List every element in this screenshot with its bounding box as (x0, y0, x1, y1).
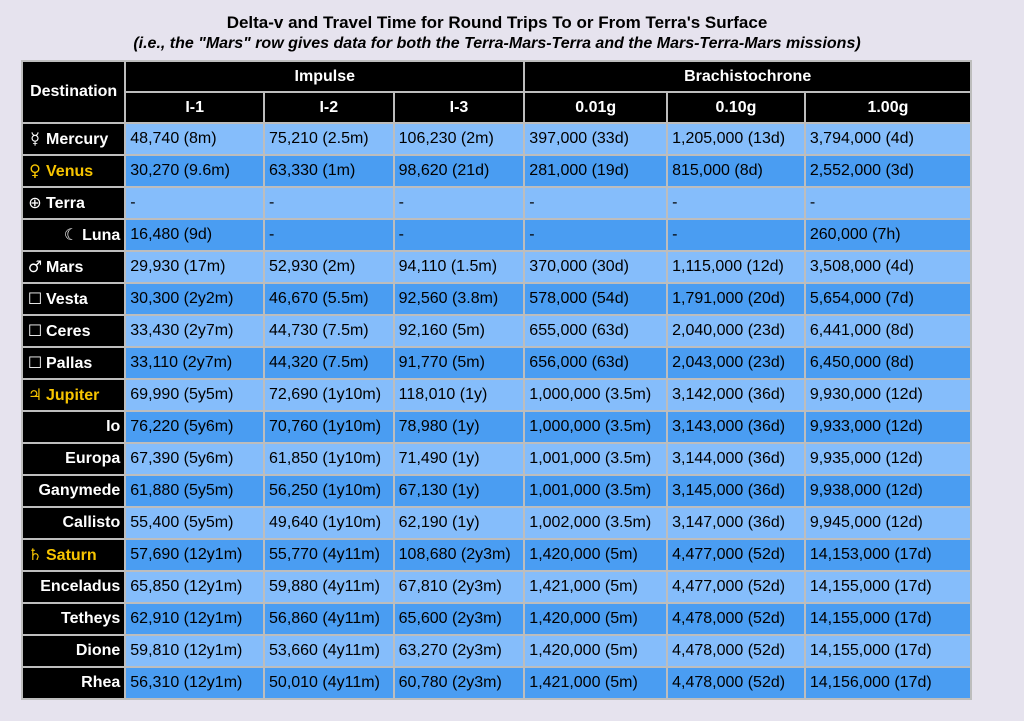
value-cell: 4,478,000 (52d) (668, 668, 804, 698)
destination-cell (23, 348, 124, 378)
value-cell: 76,220 (5y6m) (126, 412, 263, 442)
value-cell: 61,880 (5y5m) (126, 476, 263, 506)
destination-name: Vesta (46, 291, 88, 308)
value-cell: 1,115,000 (12d) (668, 252, 804, 282)
value-cell: 67,130 (1y) (395, 476, 524, 506)
value-cell: 2,552,000 (3d) (806, 156, 970, 186)
value-cell: 1,001,000 (3.5m) (525, 444, 666, 474)
value-cell: 48,740 (8m) (126, 124, 263, 154)
asteroid-box-icon: ☐ (27, 353, 43, 372)
value-cell: 1,205,000 (13d) (668, 124, 804, 154)
value-cell: 44,730 (7.5m) (265, 316, 393, 346)
value-cell: 655,000 (63d) (525, 316, 666, 346)
table-row (23, 316, 970, 346)
saturn-symbol-icon: ♄ (27, 545, 43, 564)
destination-cell (23, 476, 124, 506)
table-row (23, 124, 970, 154)
value-cell: 397,000 (33d) (525, 124, 666, 154)
value-cell: 3,794,000 (4d) (806, 124, 970, 154)
value-cell: 49,640 (1y10m) (265, 508, 393, 538)
mars-symbol-icon: ♂ (27, 257, 43, 276)
value-cell: 9,935,000 (12d) (806, 444, 970, 474)
value-cell: 9,930,000 (12d) (806, 380, 970, 410)
destination-cell (23, 380, 124, 410)
value-cell: 106,230 (2m) (395, 124, 524, 154)
value-cell: 656,000 (63d) (525, 348, 666, 378)
value-cell: 63,270 (2y3m) (395, 636, 524, 666)
value-cell: 2,043,000 (23d) (668, 348, 804, 378)
value-cell: 50,010 (4y11m) (265, 668, 393, 698)
value-cell: 29,930 (17m) (126, 252, 263, 282)
destination-cell (23, 188, 124, 218)
value-cell: 1,000,000 (3.5m) (525, 380, 666, 410)
value-cell: 3,144,000 (36d) (668, 444, 804, 474)
destination-name: Rhea (81, 674, 121, 691)
destination-cell (23, 604, 124, 634)
value-cell: - (525, 188, 666, 218)
destination-name: Callisto (62, 514, 121, 531)
value-cell: - (126, 188, 263, 218)
value-cell: - (265, 188, 393, 218)
value-cell: - (668, 188, 804, 218)
destination-name: Ceres (46, 323, 91, 340)
value-cell: 98,620 (21d) (395, 156, 524, 186)
value-cell: - (806, 188, 970, 218)
destination-cell (23, 540, 124, 570)
value-cell: 57,690 (12y1m) (126, 540, 263, 570)
value-cell: 70,760 (1y10m) (265, 412, 393, 442)
value-cell: 6,441,000 (8d) (806, 316, 970, 346)
value-cell: 260,000 (7h) (806, 220, 970, 250)
value-cell: 63,330 (1m) (265, 156, 393, 186)
value-cell: 1,420,000 (5m) (525, 636, 666, 666)
value-cell: 1,421,000 (5m) (525, 572, 666, 602)
value-cell: 62,190 (1y) (395, 508, 524, 538)
value-cell: 61,850 (1y10m) (265, 444, 393, 474)
value-cell: 3,142,000 (36d) (668, 380, 804, 410)
value-cell: 5,654,000 (7d) (806, 284, 970, 314)
value-cell: 72,690 (1y10m) (265, 380, 393, 410)
destination-header: Destination (23, 62, 124, 122)
table-row (23, 668, 970, 698)
value-cell: 53,660 (4y11m) (265, 636, 393, 666)
value-cell: - (395, 188, 524, 218)
destination-name: Luna (82, 227, 121, 244)
table-row (23, 508, 970, 538)
column-header-010g: 0.10g (668, 93, 804, 122)
value-cell: - (525, 220, 666, 250)
value-cell: - (395, 220, 524, 250)
destination-cell (23, 572, 124, 602)
destination-name: Mercury (46, 131, 109, 148)
column-header-001g: 0.01g (525, 93, 666, 122)
value-cell: 1,002,000 (3.5m) (525, 508, 666, 538)
value-cell: 9,933,000 (12d) (806, 412, 970, 442)
destination-name: Saturn (46, 547, 97, 564)
table-row (23, 636, 970, 666)
value-cell: 59,810 (12y1m) (126, 636, 263, 666)
column-header-i1: I-1 (126, 93, 263, 122)
column-header-i2: I-2 (265, 93, 393, 122)
destination-name: Dione (75, 642, 121, 659)
destination-cell (23, 316, 124, 346)
value-cell: 3,145,000 (36d) (668, 476, 804, 506)
value-cell: 60,780 (2y3m) (395, 668, 524, 698)
table-row (23, 220, 970, 250)
destination-cell (23, 636, 124, 666)
value-cell: 67,810 (2y3m) (395, 572, 524, 602)
value-cell: 14,156,000 (17d) (806, 668, 970, 698)
table-row (23, 380, 970, 410)
value-cell: 92,160 (5m) (395, 316, 524, 346)
destination-name: Pallas (46, 355, 93, 372)
table-row (23, 604, 970, 634)
column-header-i3: I-3 (395, 93, 524, 122)
destination-cell (23, 412, 124, 442)
value-cell: 6,450,000 (8d) (806, 348, 970, 378)
value-cell: 1,421,000 (5m) (525, 668, 666, 698)
value-cell: 118,010 (1y) (395, 380, 524, 410)
destination-cell (23, 508, 124, 538)
table-row (23, 284, 970, 314)
value-cell: 9,945,000 (12d) (806, 508, 970, 538)
destination-name: Terra (46, 195, 85, 212)
value-cell: 9,938,000 (12d) (806, 476, 970, 506)
value-cell: - (668, 220, 804, 250)
value-cell: 65,600 (2y3m) (395, 604, 524, 634)
table-row (23, 156, 970, 186)
value-cell: - (265, 220, 393, 250)
value-cell: 1,420,000 (5m) (525, 540, 666, 570)
destination-name: Io (106, 418, 121, 435)
value-cell: 578,000 (54d) (525, 284, 666, 314)
asteroid-box-icon: ☐ (27, 321, 43, 340)
value-cell: 3,508,000 (4d) (806, 252, 970, 282)
table-row (23, 540, 970, 570)
value-cell: 4,478,000 (52d) (668, 636, 804, 666)
value-cell: 52,930 (2m) (265, 252, 393, 282)
value-cell: 94,110 (1.5m) (395, 252, 524, 282)
destination-name: Tetheys (61, 610, 121, 627)
value-cell: 92,560 (3.8m) (395, 284, 524, 314)
value-cell: 14,155,000 (17d) (806, 636, 970, 666)
value-cell: 78,980 (1y) (395, 412, 524, 442)
value-cell: 108,680 (2y3m) (395, 540, 524, 570)
destination-cell (23, 444, 124, 474)
destination-cell (23, 668, 124, 698)
value-cell: 56,250 (1y10m) (265, 476, 393, 506)
value-cell: 69,990 (5y5m) (126, 380, 263, 410)
value-cell: 1,000,000 (3.5m) (525, 412, 666, 442)
table-row (23, 444, 970, 474)
value-cell: 4,477,000 (52d) (668, 540, 804, 570)
table-header (23, 62, 970, 122)
asteroid-box-icon: ☐ (27, 289, 43, 308)
value-cell: 56,860 (4y11m) (265, 604, 393, 634)
value-cell: 71,490 (1y) (395, 444, 524, 474)
value-cell: 62,910 (12y1m) (126, 604, 263, 634)
value-cell: 281,000 (19d) (525, 156, 666, 186)
value-cell: 55,400 (5y5m) (126, 508, 263, 538)
value-cell: 1,420,000 (5m) (525, 604, 666, 634)
value-cell: 67,390 (5y6m) (126, 444, 263, 474)
value-cell: 33,430 (2y7m) (126, 316, 263, 346)
value-cell: 3,147,000 (36d) (668, 508, 804, 538)
page-subtitle: (i.e., the "Mars" row gives data for both the Terra-Mars-Terra and the Mars-Terra-Mars missions) (133, 35, 861, 52)
moon-symbol-icon: ☾ (63, 225, 79, 244)
destination-name: Venus (46, 163, 94, 180)
destination-cell (23, 252, 124, 282)
jupiter-symbol-icon: ♃ (27, 385, 43, 404)
value-cell: 75,210 (2.5m) (265, 124, 393, 154)
value-cell: 4,477,000 (52d) (668, 572, 804, 602)
table-row (23, 572, 970, 602)
destination-cell (23, 220, 124, 250)
value-cell: 91,770 (5m) (395, 348, 524, 378)
destination-name: Mars (46, 259, 84, 276)
table-row (23, 252, 970, 282)
value-cell: 14,155,000 (17d) (806, 572, 970, 602)
destination-cell (23, 156, 124, 186)
column-header-100g: 1.00g (806, 93, 970, 122)
value-cell: 44,320 (7.5m) (265, 348, 393, 378)
value-cell: 59,880 (4y11m) (265, 572, 393, 602)
mercury-symbol-icon: ☿ (30, 129, 40, 148)
impulse-header: Impulse (126, 62, 523, 91)
value-cell: 33,110 (2y7m) (126, 348, 263, 378)
brachistochrone-header: Brachistochrone (525, 62, 970, 91)
value-cell: 65,850 (12y1m) (126, 572, 263, 602)
destination-cell (23, 124, 124, 154)
value-cell: 14,155,000 (17d) (806, 604, 970, 634)
destination-name: Ganymede (38, 482, 121, 499)
table-row (23, 188, 970, 218)
value-cell: 30,300 (2y2m) (126, 284, 263, 314)
page-title: Delta-v and Travel Time for Round Trips To or From Terra's Surface (226, 13, 768, 32)
value-cell: 55,770 (4y11m) (265, 540, 393, 570)
value-cell: 56,310 (12y1m) (126, 668, 263, 698)
delta-v-table (21, 60, 972, 700)
table-row (23, 476, 970, 506)
value-cell: 3,143,000 (36d) (668, 412, 804, 442)
destination-name: Jupiter (46, 387, 100, 404)
destination-cell (23, 284, 124, 314)
value-cell: 1,791,000 (20d) (668, 284, 804, 314)
value-cell: 4,478,000 (52d) (668, 604, 804, 634)
destination-name: Enceladus (40, 578, 121, 595)
value-cell: 16,480 (9d) (126, 220, 263, 250)
table-row (23, 412, 970, 442)
earth-symbol-icon: ⊕ (28, 193, 42, 212)
venus-symbol-icon: ♀ (29, 161, 41, 180)
value-cell: 30,270 (9.6m) (126, 156, 263, 186)
value-cell: 14,153,000 (17d) (806, 540, 970, 570)
table-body (23, 124, 970, 698)
value-cell: 2,040,000 (23d) (668, 316, 804, 346)
value-cell: 815,000 (8d) (668, 156, 804, 186)
value-cell: 1,001,000 (3.5m) (525, 476, 666, 506)
value-cell: 370,000 (30d) (525, 252, 666, 282)
table-row (23, 348, 970, 378)
destination-name: Europa (65, 450, 121, 467)
value-cell: 46,670 (5.5m) (265, 284, 393, 314)
